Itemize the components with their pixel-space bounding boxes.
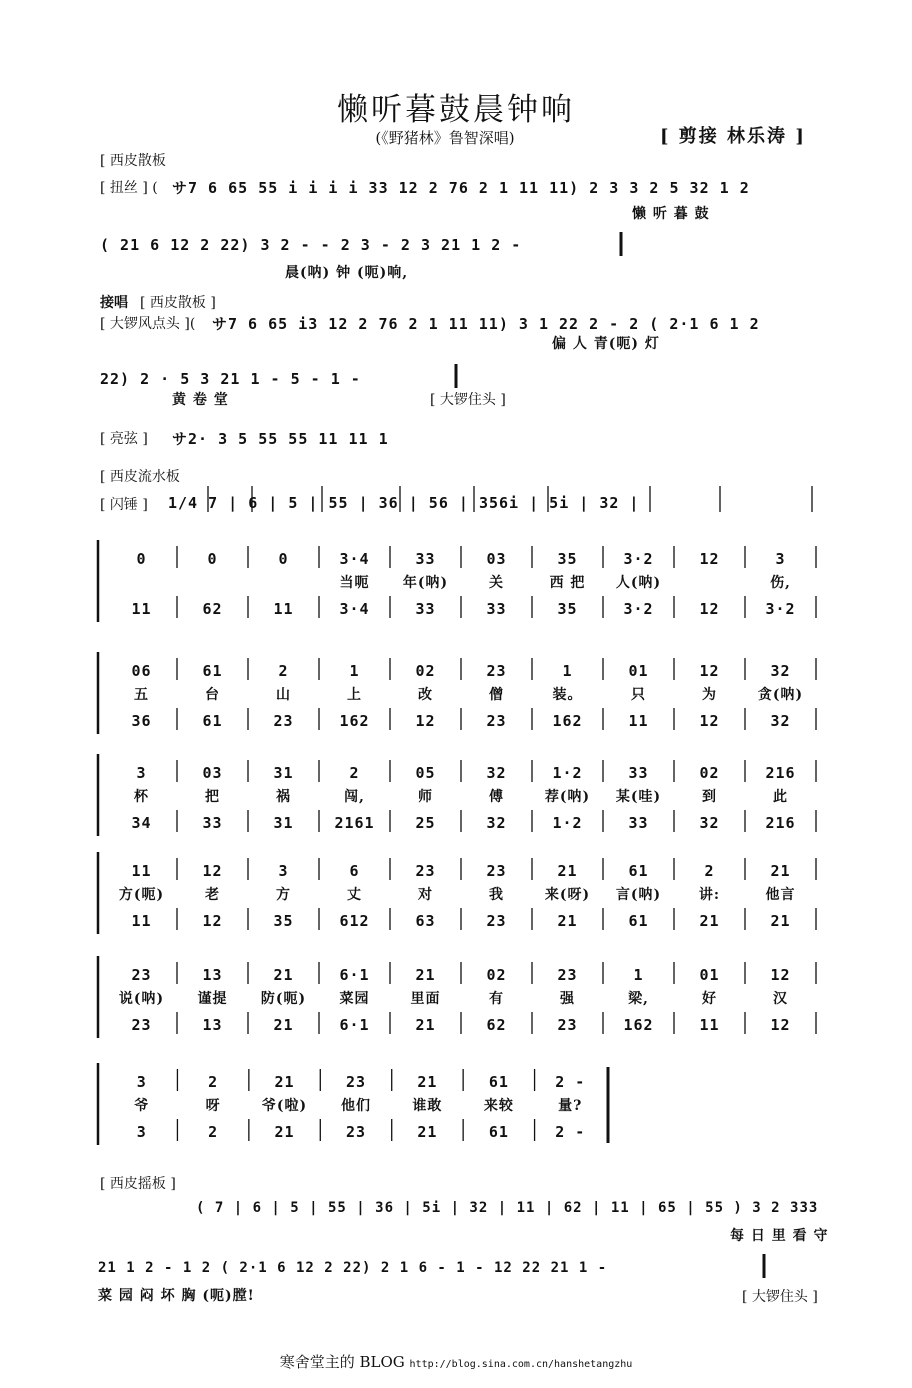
instrument-cue: [ 扭丝 ] ( <box>100 180 158 196</box>
lyric-cell: 对 <box>418 887 433 903</box>
lyric-line: 偏 人 青(呃) 灯 <box>552 336 660 352</box>
accomp-cell: 21 <box>273 1016 294 1034</box>
voice-cell: 32 <box>770 662 791 680</box>
accomp-cell: 21 <box>274 1123 295 1141</box>
accomp-cell: 35 <box>273 912 294 930</box>
lyric-cell: 爷(啦) <box>261 1098 308 1114</box>
lyric-line: 懒 听 暮 鼓 <box>632 206 710 222</box>
accomp-cell: 21 <box>415 1016 436 1034</box>
lyric-cell: 师 <box>418 789 433 805</box>
lyric-cell: 装。 <box>552 687 583 703</box>
accomp-cell: 33 <box>486 600 507 618</box>
lyric-cell: 把 <box>205 789 220 805</box>
accomp-cell: 21 <box>699 912 720 930</box>
voice-cell: 2 <box>349 764 360 782</box>
lyric-cell: 言(呐) <box>615 887 662 903</box>
blog-name: 寒舍堂主的 BLOG <box>279 1353 405 1371</box>
accomp-cell: 11 <box>628 712 649 730</box>
voice-cell: 0 <box>136 550 147 568</box>
score-subtitle: (《野猪林》鲁智深唱) <box>375 129 515 147</box>
accomp-cell: 3 <box>136 1123 147 1141</box>
voice-cell: 21 <box>557 862 578 880</box>
accomp-cell: 1·2 <box>552 814 583 832</box>
voice-cell: 21 <box>417 1073 438 1091</box>
lyric-cell: 讲: <box>698 887 721 903</box>
voice-cell: 1·2 <box>552 764 583 782</box>
voice-cell: 02 <box>486 966 507 984</box>
voice-cell: 21 <box>274 1073 295 1091</box>
lyric-cell: 说(呐) <box>118 991 165 1007</box>
lyric-line: 菜 园 闷 坏 胸 (呃)膛! <box>98 1288 255 1304</box>
accomp-cell: 61 <box>488 1123 509 1141</box>
accomp-cell: 162 <box>623 1016 654 1034</box>
voice-cell: 61 <box>628 862 649 880</box>
accomp-cell: 21 <box>417 1123 438 1141</box>
voice-cell: 23 <box>345 1073 367 1091</box>
accomp-cell: 32 <box>699 814 720 832</box>
voice-cell: 03 <box>202 764 223 782</box>
accomp-cell: 11 <box>131 600 152 618</box>
accomp-cell: 62 <box>486 1016 507 1034</box>
voice-cell: 1 <box>562 662 573 680</box>
lyric-cell: 此 <box>773 789 788 805</box>
accomp-cell: 63 <box>415 912 436 930</box>
lyric-cell: 杯 <box>134 789 149 805</box>
accomp-cell: 23 <box>131 1016 152 1034</box>
lyric-cell: 山 <box>276 687 291 703</box>
voice-cell: 02 <box>415 662 436 680</box>
voice-cell: 23 <box>415 862 436 880</box>
lyric-cell: 好 <box>702 991 717 1007</box>
lyric-cell: 伤, <box>770 575 791 591</box>
accomp-cell: 3·4 <box>339 600 370 618</box>
percussion-cue: [ 大锣住头 ] <box>430 392 506 408</box>
lyric-cell: 里面 <box>410 991 441 1007</box>
accomp-cell: 2 <box>208 1123 219 1141</box>
voice-cell: 3·2 <box>623 550 654 568</box>
voice-cell: 61 <box>202 662 223 680</box>
lyric-cell: 谨提 <box>197 991 228 1007</box>
lyric-cell: 傅 <box>489 789 504 805</box>
notation-line: サ7 6 65 55 i i i i 33 12 2 76 2 1 11 11) 2 3 3 2 5 32 1 2 <box>172 179 750 197</box>
lyric-cell: 爷 <box>134 1098 150 1114</box>
voice-cell: 6 <box>349 862 360 880</box>
voice-cell: 01 <box>628 662 649 680</box>
accomp-cell: 36 <box>131 712 152 730</box>
notation-line: サ7 6 65 i3 12 2 76 2 1 11 11) 3 1 22 2 - 2 ( 2·1 6 1 2 <box>212 315 760 333</box>
voice-cell: 33 <box>628 764 649 782</box>
lyric-cell: 贪(呐) <box>757 687 804 703</box>
voice-cell: 1 <box>633 966 644 984</box>
accomp-cell: 35 <box>557 600 578 618</box>
accomp-cell: 2161 <box>334 814 375 832</box>
lyric-cell: 五 <box>134 687 149 703</box>
accomp-cell: 162 <box>339 712 370 730</box>
lyric-cell: 有 <box>489 991 504 1007</box>
section-prefix: 接唱 <box>100 295 128 311</box>
lyric-cell: 丈 <box>347 887 362 903</box>
accomp-cell: 23 <box>345 1123 367 1141</box>
accomp-cell: 6·1 <box>339 1016 370 1034</box>
lyric-cell: 呀 <box>205 1098 221 1114</box>
lyric-cell: 方 <box>276 887 291 903</box>
voice-cell: 2 <box>278 662 289 680</box>
voice-cell: 2 <box>208 1073 219 1091</box>
accomp-cell: 612 <box>339 912 370 930</box>
lyric-cell: 我 <box>489 887 504 903</box>
lyric-cell: 祸 <box>276 789 291 805</box>
lyric-cell: 方(呃) <box>118 887 165 903</box>
voice-cell: 21 <box>770 862 791 880</box>
lyric-cell: 只 <box>631 687 646 703</box>
voice-cell: 03 <box>486 550 507 568</box>
accomp-cell: 11 <box>131 912 152 930</box>
accomp-cell: 31 <box>273 814 294 832</box>
voice-cell: 05 <box>415 764 436 782</box>
lyric-cell: 台 <box>205 687 220 703</box>
voice-cell: 33 <box>415 550 436 568</box>
accomp-cell: 11 <box>699 1016 720 1034</box>
lyric-cell: 防(呃) <box>260 991 307 1007</box>
voice-cell: 21 <box>415 966 436 984</box>
lyric-cell: 某(哇) <box>615 789 662 805</box>
notation-line: 1/4 7 | 6 | 5 | 55 | 36 | 56 | 356i | 5i | 32 | <box>168 494 640 512</box>
voice-cell: 6·1 <box>339 966 370 984</box>
voice-cell: 3·4 <box>339 550 370 568</box>
section-label: [ 西皮散板 ] <box>140 295 216 311</box>
voice-cell: 23 <box>131 966 152 984</box>
arranger-credit: [ 剪接 林乐涛 ] <box>660 126 806 147</box>
accomp-cell: 33 <box>202 814 223 832</box>
instrument-cue: [ 闪锤 ] <box>100 497 148 513</box>
instrument-cue: [ 大锣风点头 ]( <box>100 316 196 332</box>
accomp-cell: 12 <box>770 1016 791 1034</box>
notation-line: ( 21 6 12 2 22) 3 2 - - 2 3 - 2 3 21 1 2 - <box>100 236 522 254</box>
voice-cell: 2 - <box>555 1073 586 1091</box>
voice-cell: 12 <box>699 662 720 680</box>
accomp-cell: 11 <box>273 600 294 618</box>
voice-cell: 12 <box>202 862 223 880</box>
lyric-cell: 他们 <box>340 1098 371 1114</box>
lyric-cell: 上 <box>347 687 362 703</box>
lyric-cell: 谁敢 <box>412 1098 443 1114</box>
lyric-cell: 量? <box>558 1098 583 1114</box>
accomp-cell: 3·2 <box>623 600 654 618</box>
percussion-cue: [ 大锣住头 ] <box>742 1289 818 1305</box>
accomp-cell: 34 <box>131 814 152 832</box>
accomp-cell: 23 <box>486 912 507 930</box>
section-label: [ 西皮散板 <box>100 153 166 169</box>
voice-cell: 01 <box>699 966 720 984</box>
voice-cell: 61 <box>488 1073 509 1091</box>
lyric-cell: 到 <box>702 789 717 805</box>
accomp-cell: 61 <box>628 912 649 930</box>
accomp-cell: 33 <box>415 600 436 618</box>
voice-cell: 32 <box>486 764 507 782</box>
accomp-cell: 61 <box>202 712 223 730</box>
accomp-cell: 33 <box>628 814 649 832</box>
lyric-line: 晨(呐) 钟 (呃)响, <box>285 265 409 281</box>
accomp-cell: 13 <box>202 1016 223 1034</box>
voice-cell: 0 <box>278 550 289 568</box>
lyric-cell: 他言 <box>765 887 796 903</box>
accomp-cell: 162 <box>552 712 583 730</box>
voice-cell: 23 <box>486 862 507 880</box>
lyric-line: 每 日 里 看 守 <box>730 1228 829 1244</box>
section-label: [ 西皮摇板 ] <box>100 1176 176 1192</box>
lyric-cell: 改 <box>418 687 433 703</box>
notation-line: 22) 2 · 5 3 21 1 - 5 - 1 - <box>100 370 361 388</box>
lyric-cell: 闯, <box>344 789 365 805</box>
accomp-cell: 21 <box>557 912 578 930</box>
accomp-cell: 23 <box>273 712 294 730</box>
voice-cell: 3 <box>278 862 289 880</box>
lyric-cell: 强 <box>560 991 575 1007</box>
voice-cell: 0 <box>207 550 218 568</box>
lyric-cell: 荐(呐) <box>544 789 591 805</box>
blog-url[interactable]: http://blog.sina.com.cn/hanshetangzhu <box>409 1359 633 1370</box>
accomp-cell: 23 <box>557 1016 578 1034</box>
voice-cell: 12 <box>699 550 720 568</box>
voice-cell: 3 <box>775 550 786 568</box>
voice-cell: 1 <box>349 662 360 680</box>
lyric-cell: 关 <box>489 575 504 591</box>
accomp-cell: 62 <box>202 600 223 618</box>
lyric-cell: 老 <box>205 887 220 903</box>
voice-cell: 3 <box>136 1073 147 1091</box>
notation-line: サ2· 3 5 55 55 11 11 1 <box>172 430 389 448</box>
accomp-cell: 2 - <box>555 1123 586 1141</box>
voice-cell: 31 <box>273 764 294 782</box>
voice-cell: 23 <box>557 966 578 984</box>
lyric-line: 黄 卷 堂 <box>172 392 229 408</box>
accomp-cell: 3·2 <box>765 600 796 618</box>
accomp-cell: 21 <box>770 912 791 930</box>
score-title: 懒听暮鼓晨钟响 <box>337 92 575 128</box>
voice-cell: 23 <box>486 662 507 680</box>
accomp-cell: 32 <box>770 712 791 730</box>
voice-cell: 12 <box>770 966 791 984</box>
accomp-cell: 32 <box>486 814 507 832</box>
voice-cell: 21 <box>273 966 294 984</box>
lyric-cell: 当呃 <box>339 575 370 591</box>
voice-cell: 11 <box>131 862 152 880</box>
notation-line: 21 1 2 - 1 2 ( 2·1 6 12 2 22) 2 1 6 - 1 - 12 22 21 1 - <box>98 1260 608 1276</box>
lyric-cell: 菜园 <box>339 991 370 1007</box>
lyric-cell: 年(呐) <box>402 575 449 591</box>
lyric-cell: 僧 <box>489 687 504 703</box>
voice-cell: 3 <box>136 764 147 782</box>
voice-cell: 216 <box>765 764 796 782</box>
blog-footer <box>0 1351 912 1372</box>
voice-cell: 13 <box>202 966 223 984</box>
lyric-cell: 汉 <box>773 991 788 1007</box>
lyric-cell: 梁, <box>628 991 649 1007</box>
voice-cell: 02 <box>699 764 720 782</box>
lyric-cell: 西 把 <box>549 575 586 591</box>
section-label: [ 西皮流水板 <box>100 469 180 485</box>
notation-line: ( 7 | 6 | 5 | 55 | 36 | 5i | 32 | 11 | 62 | 11 | 65 | 55 ) 3 2 333 <box>196 1200 819 1216</box>
accomp-cell: 25 <box>415 814 436 832</box>
accomp-cell: 12 <box>699 712 720 730</box>
accomp-cell: 12 <box>202 912 223 930</box>
lyric-cell: 来(呀) <box>544 887 591 903</box>
accomp-cell: 216 <box>765 814 796 832</box>
voice-cell: 35 <box>557 550 578 568</box>
accomp-cell: 12 <box>415 712 436 730</box>
voice-cell: 06 <box>131 662 152 680</box>
accomp-cell: 12 <box>699 600 720 618</box>
lyric-cell: 为 <box>702 687 717 703</box>
accomp-cell: 23 <box>486 712 507 730</box>
lyric-cell: 人(呐) <box>615 575 662 591</box>
voice-cell: 2 <box>704 862 715 880</box>
instrument-cue: [ 亮弦 ] <box>100 431 148 447</box>
lyric-cell: 来较 <box>483 1098 514 1114</box>
